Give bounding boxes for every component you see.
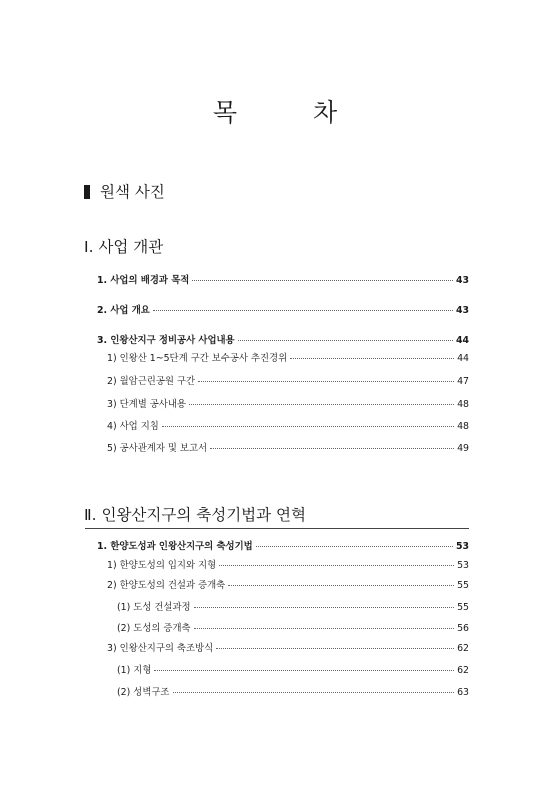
toc-entry[interactable] [117,620,469,634]
toc-entry[interactable] [107,418,469,432]
toc-entry-label: 3. 인왕산지구 정비공사 사업내용 [97,335,235,346]
toc-entry-page: 56 [457,623,469,634]
toc-entry[interactable] [107,640,469,654]
toc-entry[interactable] [97,332,469,346]
toc-entry-page: 55 [457,580,469,591]
toc-entry-page: 48 [457,399,469,410]
toc-entry-label: (2) 도성의 증개축 [117,623,191,634]
dot-leader [256,546,453,547]
toc-entry-page: 44 [455,335,469,346]
dot-leader [153,310,453,311]
section-divider [85,528,469,529]
dot-leader [228,585,454,586]
toc-entry[interactable] [107,557,469,571]
page-title: 목 차 [212,98,372,127]
toc-entry-label: 3) 단계별 공사내용 [107,399,186,410]
toc-entry-label: 2. 사업 개요 [97,305,150,316]
toc-entry-label: 3) 인왕산지구의 축조방식 [107,643,214,654]
toc-entry-label: (1) 도성 건설과정 [117,602,191,613]
dot-leader [194,628,454,629]
toc-entry-label: 1. 사업의 배경과 목적 [97,275,190,286]
dot-leader [290,358,454,359]
toc-entry[interactable] [117,662,469,676]
toc-entry-page: 44 [457,353,469,364]
toc-entry-page: 63 [457,687,469,698]
section2-heading: Ⅱ. 인왕산지구의 축성기법과 연혁 [84,506,306,524]
dot-leader [219,565,454,566]
toc-entry[interactable] [97,302,469,316]
toc-entry[interactable] [107,440,469,454]
toc-entry[interactable] [97,272,469,286]
toc-entry-label: 2) 한양도성의 건설과 증개축 [107,580,226,591]
toc-entry-page: 55 [457,602,469,613]
dot-leader [173,692,455,693]
toc-entry-page: 62 [457,665,469,676]
toc-entry-label: 1) 인왕산 1~5단계 구간 보수공사 추진경위 [107,353,288,364]
dot-leader [189,404,454,405]
toc-entry-label: 5) 공사관계자 및 보고서 [107,443,208,454]
photos-heading [84,180,165,202]
toc-entry-label: 4) 사업 지침 [107,421,159,432]
toc-entry-page: 49 [457,443,469,454]
toc-entry-page: 48 [457,421,469,432]
toc-entry[interactable] [107,373,469,387]
dot-leader [210,448,454,449]
dot-leader [216,648,454,649]
toc-entry-page: 43 [455,305,469,316]
toc-entry[interactable] [107,577,469,591]
toc-entry-label: (1) 지형 [117,665,152,676]
toc-entry-label: 1. 한양도성과 인왕산지구의 축성기법 [97,541,253,552]
toc-entry-page: 53 [457,560,469,571]
toc-entry[interactable] [107,350,469,364]
photos-heading-text: 원색 사진 [100,183,165,201]
toc-entry-page: 47 [457,376,469,387]
dot-leader [154,670,454,671]
dot-leader [192,280,453,281]
toc-entry-label: (2) 성벽구조 [117,687,170,698]
dot-leader [198,381,454,382]
toc-entry[interactable] [117,599,469,613]
heading-marker [84,185,90,199]
toc-entry-label: 1) 한양도성의 입지와 지형 [107,560,217,571]
toc-entry[interactable] [107,396,469,410]
toc-entry-page: 43 [455,275,469,286]
dot-leader [194,607,454,608]
toc-entry[interactable] [117,684,469,698]
toc-entry-page: 62 [457,643,469,654]
dot-leader [238,340,453,341]
toc-entry[interactable] [97,538,469,552]
toc-entry-page: 53 [455,541,469,552]
section1-heading: Ⅰ. 사업 개관 [84,238,164,256]
dot-leader [162,426,454,427]
toc-entry-label: 2) 월암근린공원 구간 [107,376,196,387]
